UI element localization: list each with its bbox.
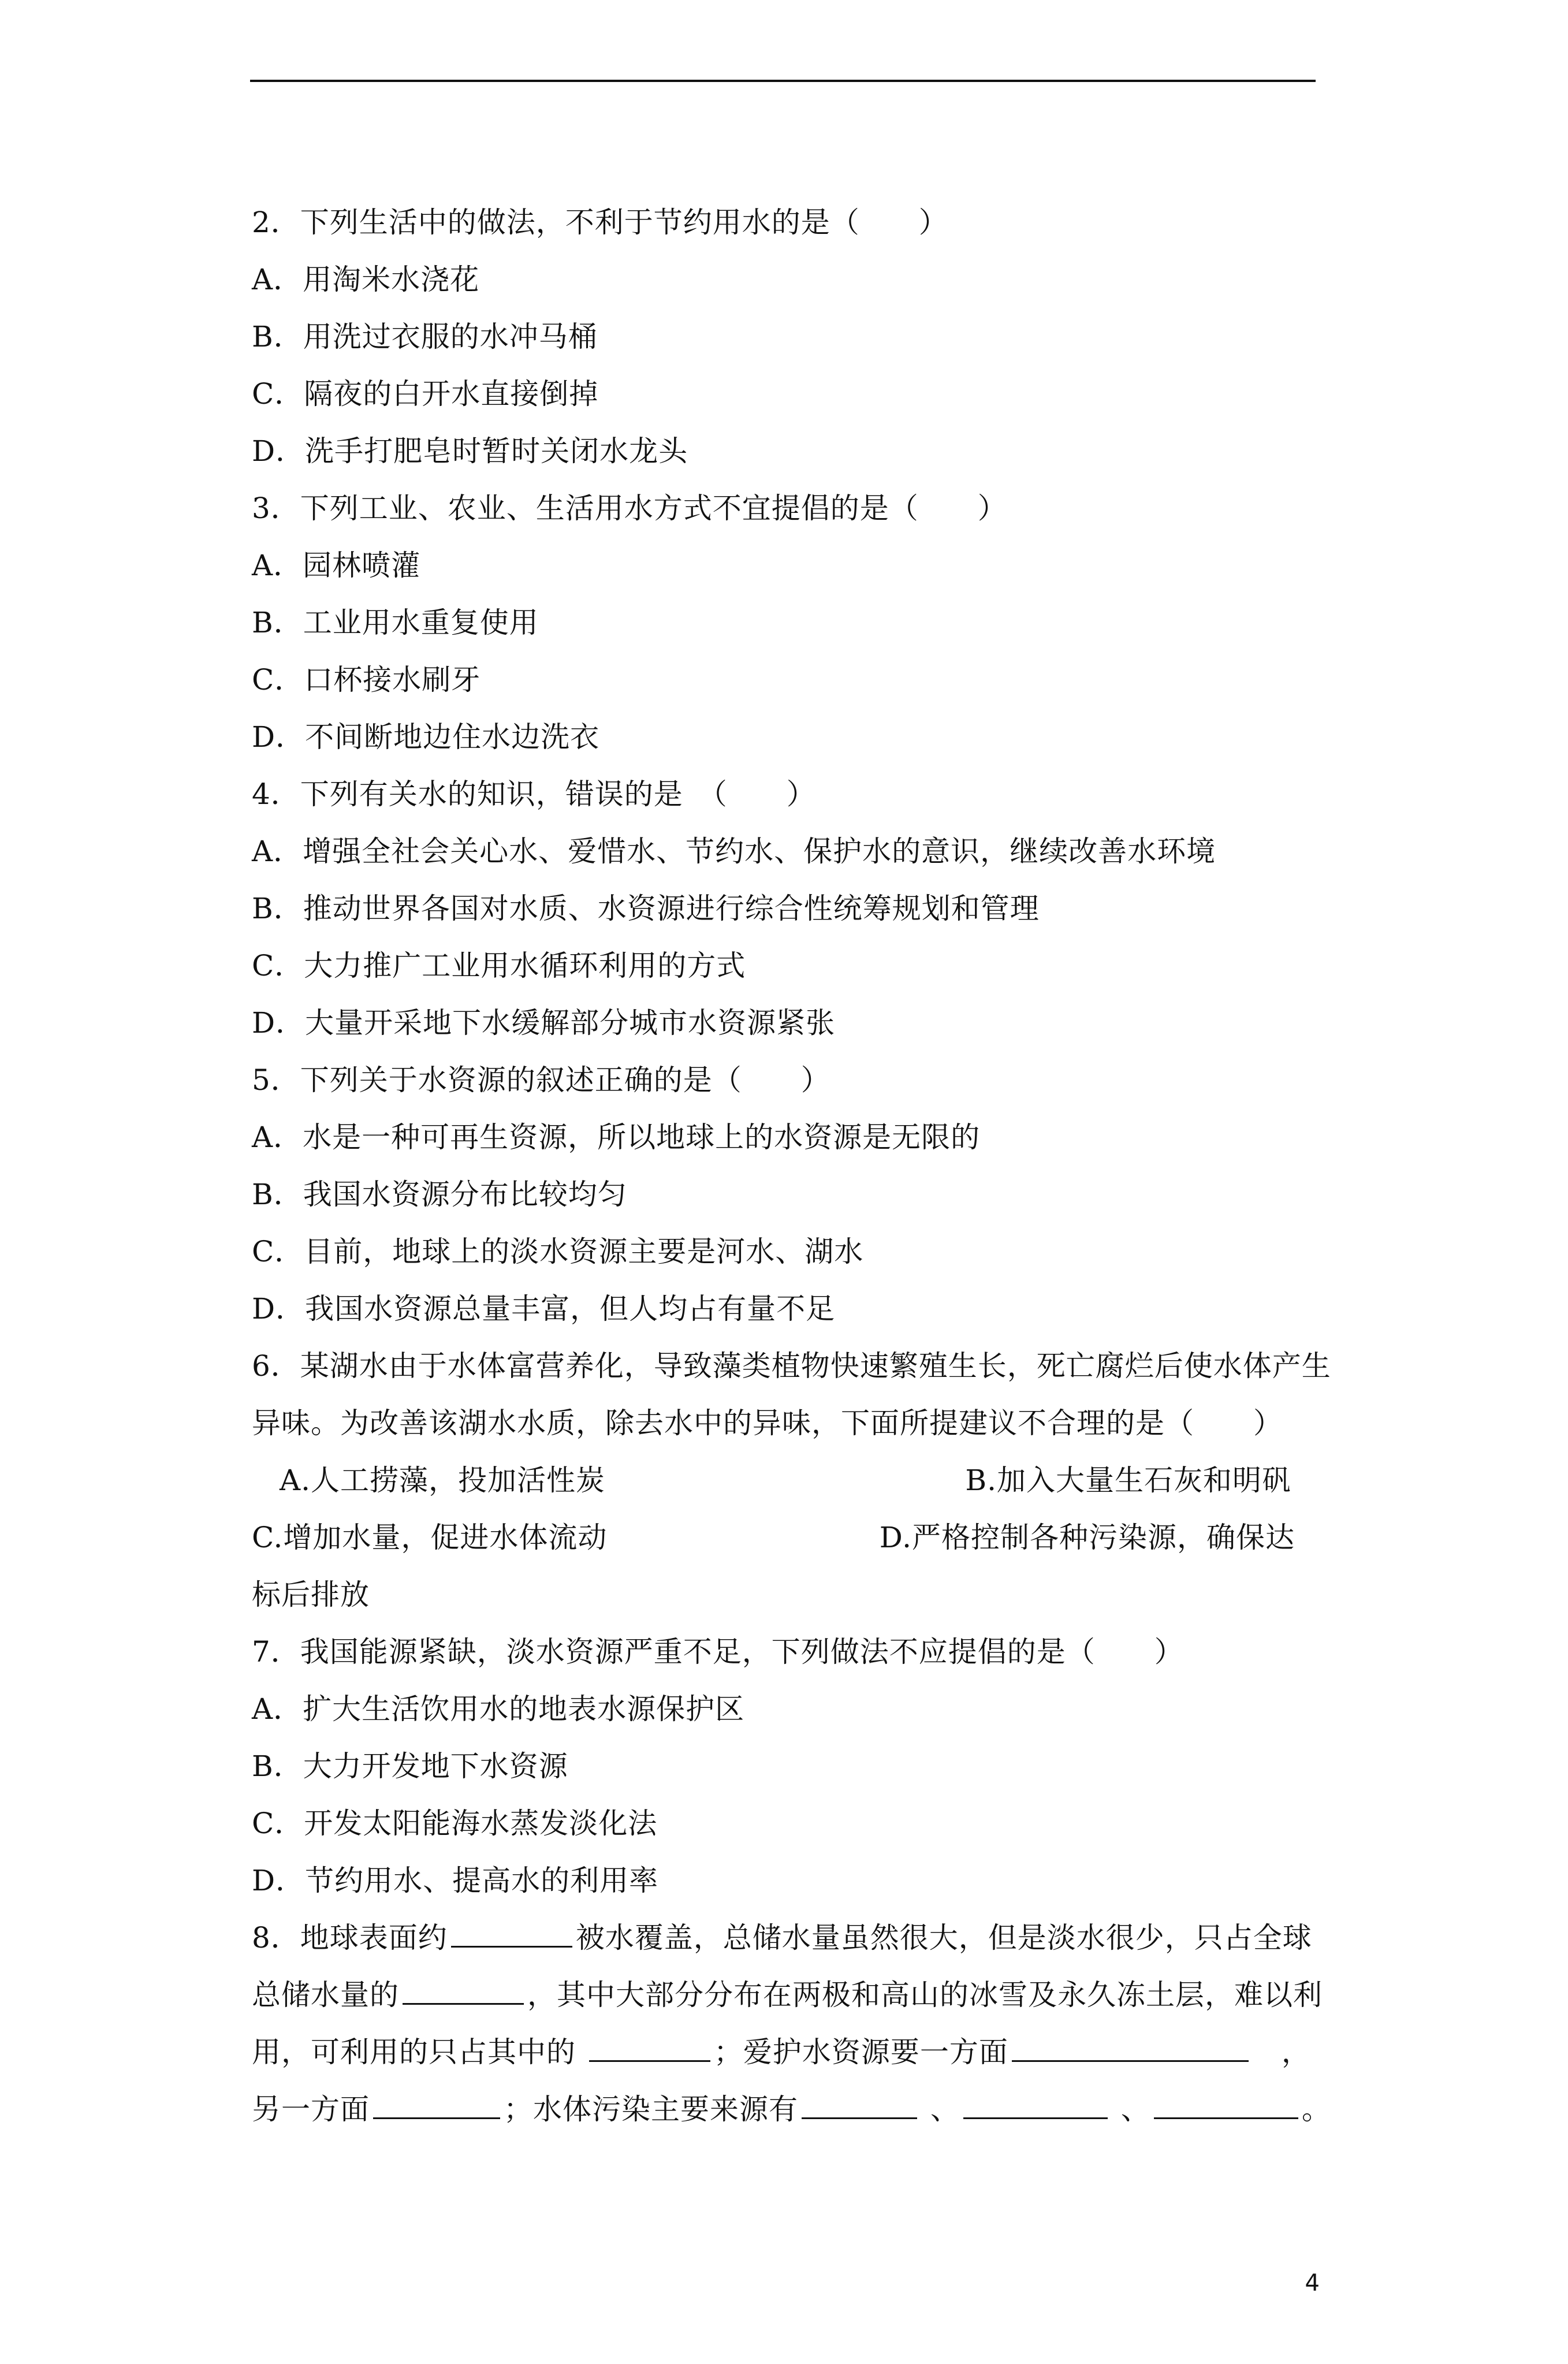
question-2-stem: 2．下列生活中的做法，不利于节约用水的是（ ）	[252, 206, 948, 239]
header-rule	[250, 80, 1316, 82]
question-6-option-d: D.严格控制各种污染源，确保达	[879, 1521, 1295, 1554]
question-2-option-d: D．洗手打肥皂时暂时关闭水龙头	[252, 434, 688, 468]
page-number: 4	[1305, 2270, 1320, 2296]
answer-blank-6[interactable]	[802, 2094, 917, 2119]
question-4-stem: 4．下列有关水的知识，错误的是 （ ）	[252, 777, 816, 811]
question-8-text-5: 用，可利用的只占其中的	[252, 2035, 586, 2069]
question-5-option-c: C．目前，地球上的淡水资源主要是河水、湖水	[252, 1235, 864, 1268]
question-5-option-b: B．我国水资源分布比较均匀	[252, 1178, 627, 1211]
question-6-options-row-1	[252, 1452, 1326, 1509]
question-8-text-10: 、	[921, 2093, 960, 2126]
question-3-stem: 3．下列工业、农业、生活用水方式不宜提倡的是（ ）	[252, 492, 1007, 525]
question-8-text-6: ；爱护水资源要一方面	[713, 2035, 1008, 2069]
question-7-option-b: B．大力开发地下水资源	[252, 1749, 568, 1783]
question-2-option-c: C．隔夜的白开水直接倒掉	[252, 377, 599, 411]
question-3-option-b: B．工业用水重复使用	[252, 606, 539, 639]
question-4-option-c: C．大力推广工业用水循环利用的方式	[252, 949, 746, 982]
question-7-option-a: A．扩大生活饮用水的地表水源保护区	[252, 1692, 745, 1726]
question-3-option-d: D．不间断地边住水边洗衣	[252, 720, 600, 754]
question-8-text-11: 、	[1111, 2093, 1150, 2126]
question-4-option-a: A．增强全社会关心水、爱惜水、节约水、保护水的意识，继续改善水环境	[252, 835, 1216, 868]
question-8-text-4: ，其中大部分分布在两极和高山的冰雪及永久冻土层，难以利	[527, 1978, 1323, 2012]
question-8-text-1: 8．地球表面约	[252, 1921, 448, 1955]
question-8-text-8: 另一方面	[252, 2093, 370, 2126]
question-7-option-d: D．节约用水、提高水的利用率	[252, 1864, 659, 1897]
question-4-option-b: B．推动世界各国对水质、水资源进行综合性统筹规划和管理	[252, 892, 1040, 925]
question-8-text-7: ，	[1252, 2035, 1311, 2069]
question-8-text-12: 。	[1301, 2093, 1331, 2126]
worksheet-content	[252, 194, 1331, 2138]
question-6-options-row-2	[252, 1509, 1326, 1566]
question-8-line-4	[252, 2081, 1331, 2138]
question-8-line-1	[252, 1909, 1326, 1967]
answer-blank-4[interactable]	[1012, 2037, 1249, 2062]
question-5-option-a: A．水是一种可再生资源，所以地球上的水资源是无限的	[252, 1120, 981, 1154]
question-2-option-a: A．用淘米水浇花	[252, 263, 480, 296]
question-6-option-a: A.人工捞藻，投加活性炭	[280, 1464, 606, 1497]
question-6-option-b: B.加入大量生石灰和明矾	[965, 1464, 1291, 1497]
answer-blank-8[interactable]	[1154, 2094, 1298, 2119]
question-8-text-2: 被水覆盖，总储水量虽然很大，但是淡水很少，只占全球	[575, 1921, 1312, 1955]
question-5-stem: 5．下列关于水资源的叙述正确的是（ ）	[252, 1063, 830, 1097]
answer-blank-5[interactable]	[373, 2094, 500, 2119]
question-2-option-b: B．用洗过衣服的水冲马桶	[252, 320, 598, 353]
question-4-option-d: D．大量开采地下水缓解部分城市水资源紧张	[252, 1006, 836, 1040]
question-6-option-c: C.增加水量，促进水体流动	[252, 1521, 608, 1554]
question-5-option-d: D．我国水资源总量丰富，但人均占有量不足	[252, 1292, 836, 1326]
question-7-stem: 7．我国能源紧缺，淡水资源严重不足，下列做法不应提倡的是（ ）	[252, 1635, 1184, 1669]
question-8-line-3	[252, 2024, 1326, 2081]
question-3-option-c: C．口杯接水刷牙	[252, 663, 481, 697]
answer-blank-2[interactable]	[403, 1980, 524, 2005]
question-6-option-d-continued: 标后排放	[252, 1578, 370, 1611]
question-3-option-a: A．园林喷灌	[252, 549, 421, 582]
question-8-text-3: 总储水量的	[252, 1978, 399, 2012]
answer-blank-7[interactable]	[963, 2094, 1108, 2119]
answer-blank-1[interactable]	[451, 1923, 572, 1948]
question-6-stem-line-1: 6．某湖水由于水体富营养化，导致藻类植物快速繁殖生长，死亡腐烂后使水体产生	[252, 1349, 1331, 1383]
question-6-stem-line-2: 异味。为改善该湖水水质，除去水中的异味，下面所提建议不合理的是（ ）	[252, 1406, 1283, 1440]
question-8-text-9: ；水体污染主要来源有	[504, 2093, 798, 2126]
question-7-option-c: C．开发太阳能海水蒸发淡化法	[252, 1807, 658, 1840]
question-8-line-2	[252, 1967, 1326, 2024]
answer-blank-3[interactable]	[589, 2037, 710, 2062]
